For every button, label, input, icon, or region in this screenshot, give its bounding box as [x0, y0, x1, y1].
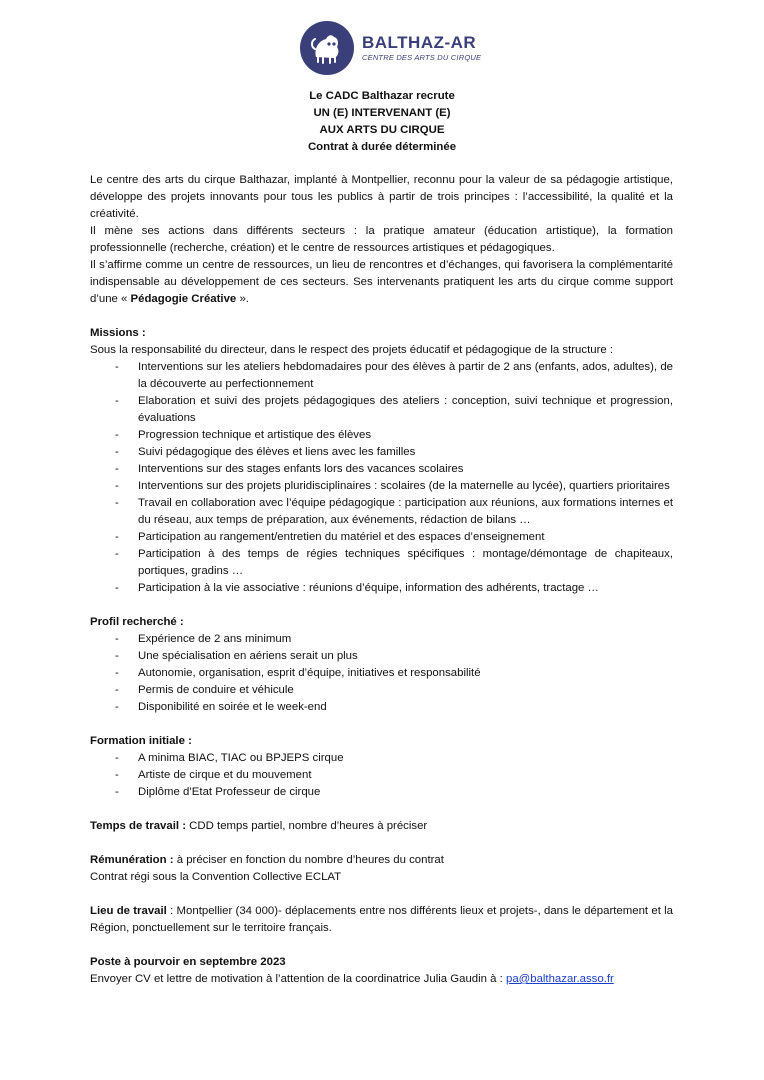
temps-label: Temps de travail :: [90, 820, 187, 832]
heading-line-1: Le CADC Balthazar recrute: [309, 90, 455, 102]
application-text: Envoyer CV et lettre de motivation à l’attention de la coordinatrice Julia Gaudin à :: [90, 973, 506, 985]
list-item: - Une spécialisation en aériens serait un plus: [90, 648, 673, 665]
formation-title: Formation initiale :: [90, 735, 192, 747]
lieu-label: Lieu de travail: [90, 905, 167, 917]
heading-line-3: AUX ARTS DU CIRQUE: [319, 124, 445, 136]
list-item: - Suivi pédagogique des élèves et liens avec les familles: [90, 444, 673, 461]
list-item: - Interventions sur des projets pluridisciplinaires : scolaires (de la maternelle au lycée), quartiers prioritaires: [90, 478, 673, 495]
logo: [300, 20, 490, 76]
logo-subtitle: CENTRE DES ARTS DU CIRQUE: [362, 53, 482, 62]
job-title-block: [0, 88, 764, 156]
list-item: - Participation à la vie associative : réunions d’équipe, information des adhérents, tractage …: [90, 580, 673, 597]
list-item: - Interventions sur des stages enfants lors des vacances scolaires: [90, 461, 673, 478]
document-body: [90, 172, 673, 988]
poste-title: Poste à pourvoir en septembre 2023: [90, 956, 286, 968]
remuneration-label: Rémunération :: [90, 854, 174, 866]
logo-name: BALTHAZ-AR: [362, 33, 477, 52]
profil-list: [90, 631, 673, 716]
list-item: - Expérience de 2 ans minimum: [90, 631, 673, 648]
list-item: - Elaboration et suivi des projets pédagogiques des ateliers : conception, suivi technique et progression, évaluations: [90, 393, 673, 427]
missions-intro: Sous la responsabilité du directeur, dans le respect des projets éducatif et pédagogique de la structure :: [90, 344, 614, 356]
list-item: - Interventions sur les ateliers hebdomadaires pour des élèves à partir de 2 ans (enfants, ados, adultes), de la découverte au perfectionnement: [90, 359, 673, 393]
intro-paragraph-1: Le centre des arts du cirque Balthazar, implanté à Montpellier, reconnu pour la valeur de sa pédagogie artistique, développe des projets innovants pour tous les publics à partir de trois principes : l’accessibilité, la qualité et la créativité.: [90, 174, 673, 220]
convention-line: Contrat régi sous la Convention Collective ECLAT: [90, 871, 342, 883]
cat-figure-icon: [306, 27, 348, 69]
list-item: - Participation au rangement/entretien du matériel et des espaces d’enseignement: [90, 529, 673, 546]
missions-list: [90, 359, 673, 597]
heading-line-4: Contrat à durée déterminée: [307, 141, 457, 153]
list-item: - Progression technique et artistique des élèves: [90, 427, 673, 444]
formation-list: [90, 750, 673, 801]
list-item: - Participation à des temps de régies techniques spécifiques : montage/démontage de chapiteaux, portiques, gradins …: [90, 546, 673, 580]
remuneration: [90, 852, 673, 869]
logo-emblem-icon: [300, 21, 354, 75]
list-item: - Permis de conduire et véhicule: [90, 682, 673, 699]
pedagogie-creative-text: Pédagogie Créative: [130, 293, 237, 305]
lieu-de-travail: [90, 903, 673, 937]
lieu-value: : Montpellier (34 000)- déplacements entre nos différents lieux et projets-, dans le département et la Région, ponctuellement sur le territoire français.: [90, 905, 673, 934]
email-link[interactable]: pa@balthazar.asso.fr: [506, 973, 614, 985]
application-instructions: [90, 971, 673, 988]
intro-paragraph-3: [90, 257, 673, 308]
list-item: - Autonomie, organisation, esprit d’équipe, initiatives et responsabilité: [90, 665, 673, 682]
profil-title: Profil recherché :: [90, 616, 184, 628]
list-item: - Artiste de cirque et du mouvement: [90, 767, 673, 784]
intro-p3-start: Il s’affirme comme un centre de ressources, un lieu de rencontres et d’échanges, qui favorisera la complémentarité indispensable au développement de ces secteurs. Ses intervenants pratiquent les arts du cirque comme support d’une «: [90, 259, 673, 305]
temps-de-travail: [90, 818, 673, 835]
heading-line-2: UN (E) INTERVENANT (E): [313, 107, 451, 119]
list-item: - Travail en collaboration avec l’équipe pédagogique : participation aux réunions, aux formations internes et du réseau, aux temps de préparation, aux événements, rédaction de bilans …: [90, 495, 673, 529]
intro-paragraph-2: Il mène ses actions dans différents secteurs : la pratique amateur (éducation artistique), la formation professionnelle (recherche, création) et le centre de ressources artistiques et pédagogiques.: [90, 225, 673, 254]
intro-p3-end: ».: [236, 293, 249, 305]
list-item: - Disponibilité en soirée et le week-end: [90, 699, 673, 716]
temps-value: CDD temps partiel, nombre d’heures à préciser: [186, 820, 428, 832]
remuneration-value: à préciser en fonction du nombre d’heures du contrat: [173, 854, 444, 866]
list-item: - A minima BIAC, TIAC ou BPJEPS cirque: [90, 750, 673, 767]
list-item: - Diplôme d’Etat Professeur de cirque: [90, 784, 673, 801]
missions-title: Missions :: [90, 327, 146, 339]
